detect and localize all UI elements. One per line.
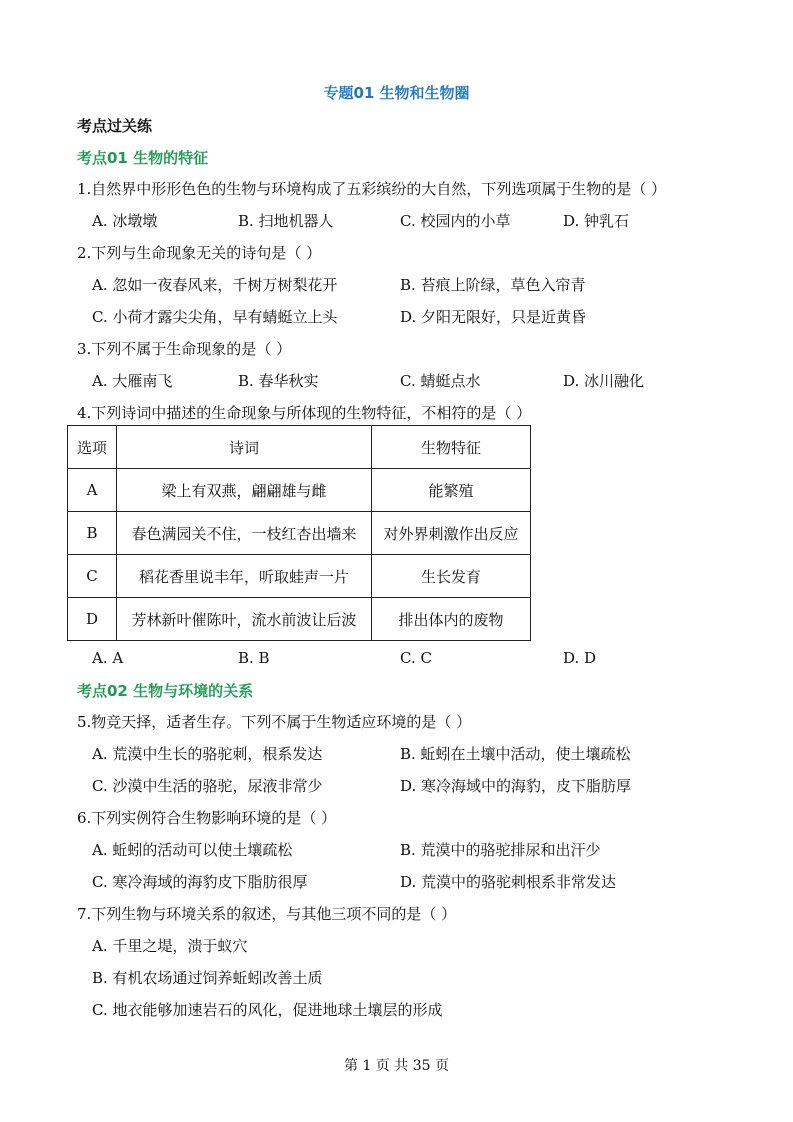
option: C. C [400,649,432,667]
question-stem: 5.物竞天择，适者生存。下列不属于生物适应环境的是（ ） [77,713,472,731]
question-stem: 7.下列生物与环境关系的叙述，与其他三项不同的是（ ） [77,905,457,923]
question-stem: 1.自然界中形形色色的生物与环境构成了五彩缤纷的大自然，下列选项属于生物的是（ ） [77,180,667,198]
option: C. 沙漠中生活的骆驼，尿液非常少 [92,777,323,795]
option: D. D [563,649,597,667]
option: D. 冰川融化 [563,372,645,390]
option: B. 有机农场通过饲养蚯蚓改善土质 [92,969,323,987]
table-row [68,469,531,512]
table-cell: 对外界刺激作出反应 [372,512,531,555]
option: B. 苔痕上阶绿，草色入帘青 [400,276,586,294]
table-row [68,598,531,641]
option: A. 蚯蚓的活动可以使土壤疏松 [92,841,293,859]
table-cell: 生长发育 [372,555,531,598]
option: D. 荒漠中的骆驼刺根系非常发达 [400,873,617,891]
document-title: 专题01 生物和生物圈 [323,84,470,102]
option: B. 荒漠中的骆驼排尿和出汗少 [400,841,601,859]
table-cell: 稻花香里说丰年，听取蛙声一片 [117,555,372,598]
table-header-row [68,426,531,469]
option: A. 荒漠中生长的骆驼刺，根系发达 [92,745,323,763]
question-stem: 4.下列诗词中描述的生命现象与所体现的生物特征，不相符的是（ ） [77,404,532,422]
question-stem: 6.下列实例符合生物影响环境的是（ ） [77,809,337,827]
table-cell: D [68,598,117,641]
option: D. 夕阳无限好，只是近黄昏 [400,308,587,326]
option: B. 春华秋实 [238,372,319,390]
option: C. 小荷才露尖尖角，早有蜻蜓立上头 [92,308,338,326]
table-cell: A [68,469,117,512]
page-number: 第 1 页 共 35 页 [344,1058,449,1074]
table-header-cell: 选项 [68,426,117,469]
table-cell: 排出体内的废物 [372,598,531,641]
option: A. A [92,649,124,667]
table-cell: C [68,555,117,598]
question-table [67,425,531,641]
table-row [68,555,531,598]
table-cell: 芳林新叶催陈叶，流水前波让后波 [117,598,372,641]
option: C. 寒冷海域的海豹皮下脂肪很厚 [92,873,308,891]
section-heading: 考点01 生物的特征 [77,149,209,167]
table-cell: 梁上有双燕，翩翩雄与雌 [117,469,372,512]
option: C. 地衣能够加速岩石的风化，促进地球土壤层的形成 [92,1001,443,1019]
table-cell: 能繁殖 [372,469,531,512]
option: A. 大雁南飞 [92,372,173,390]
table-cell: B [68,512,117,555]
section-heading: 考点02 生物与环境的关系 [77,682,254,700]
question-stem: 2.下列与生命现象无关的诗句是（ ） [77,244,322,262]
option: A. 冰墩墩 [92,212,158,230]
table-cell: 春色满园关不住，一枝红杏出墙来 [117,512,372,555]
option: C. 校园内的小草 [400,212,511,230]
option: D. 寒冷海域中的海豹，皮下脂肪厚 [400,777,632,795]
option: C. 蜻蜓点水 [400,372,481,390]
option: D. 钟乳石 [563,212,630,230]
option: A. 忽如一夜春风来，千树万树梨花开 [92,276,338,294]
option: B. B [238,649,270,667]
question-stem: 3.下列不属于生命现象的是（ ） [77,340,292,358]
option: B. 扫地机器人 [238,212,334,230]
option: B. 蚯蚓在土壤中活动，使土壤疏松 [400,745,631,763]
table-header-cell: 生物特征 [372,426,531,469]
table-row [68,512,531,555]
practice-heading: 考点过关练 [77,117,153,135]
table-header-cell: 诗词 [117,426,372,469]
option: A. 千里之堤，溃于蚁穴 [92,937,248,955]
